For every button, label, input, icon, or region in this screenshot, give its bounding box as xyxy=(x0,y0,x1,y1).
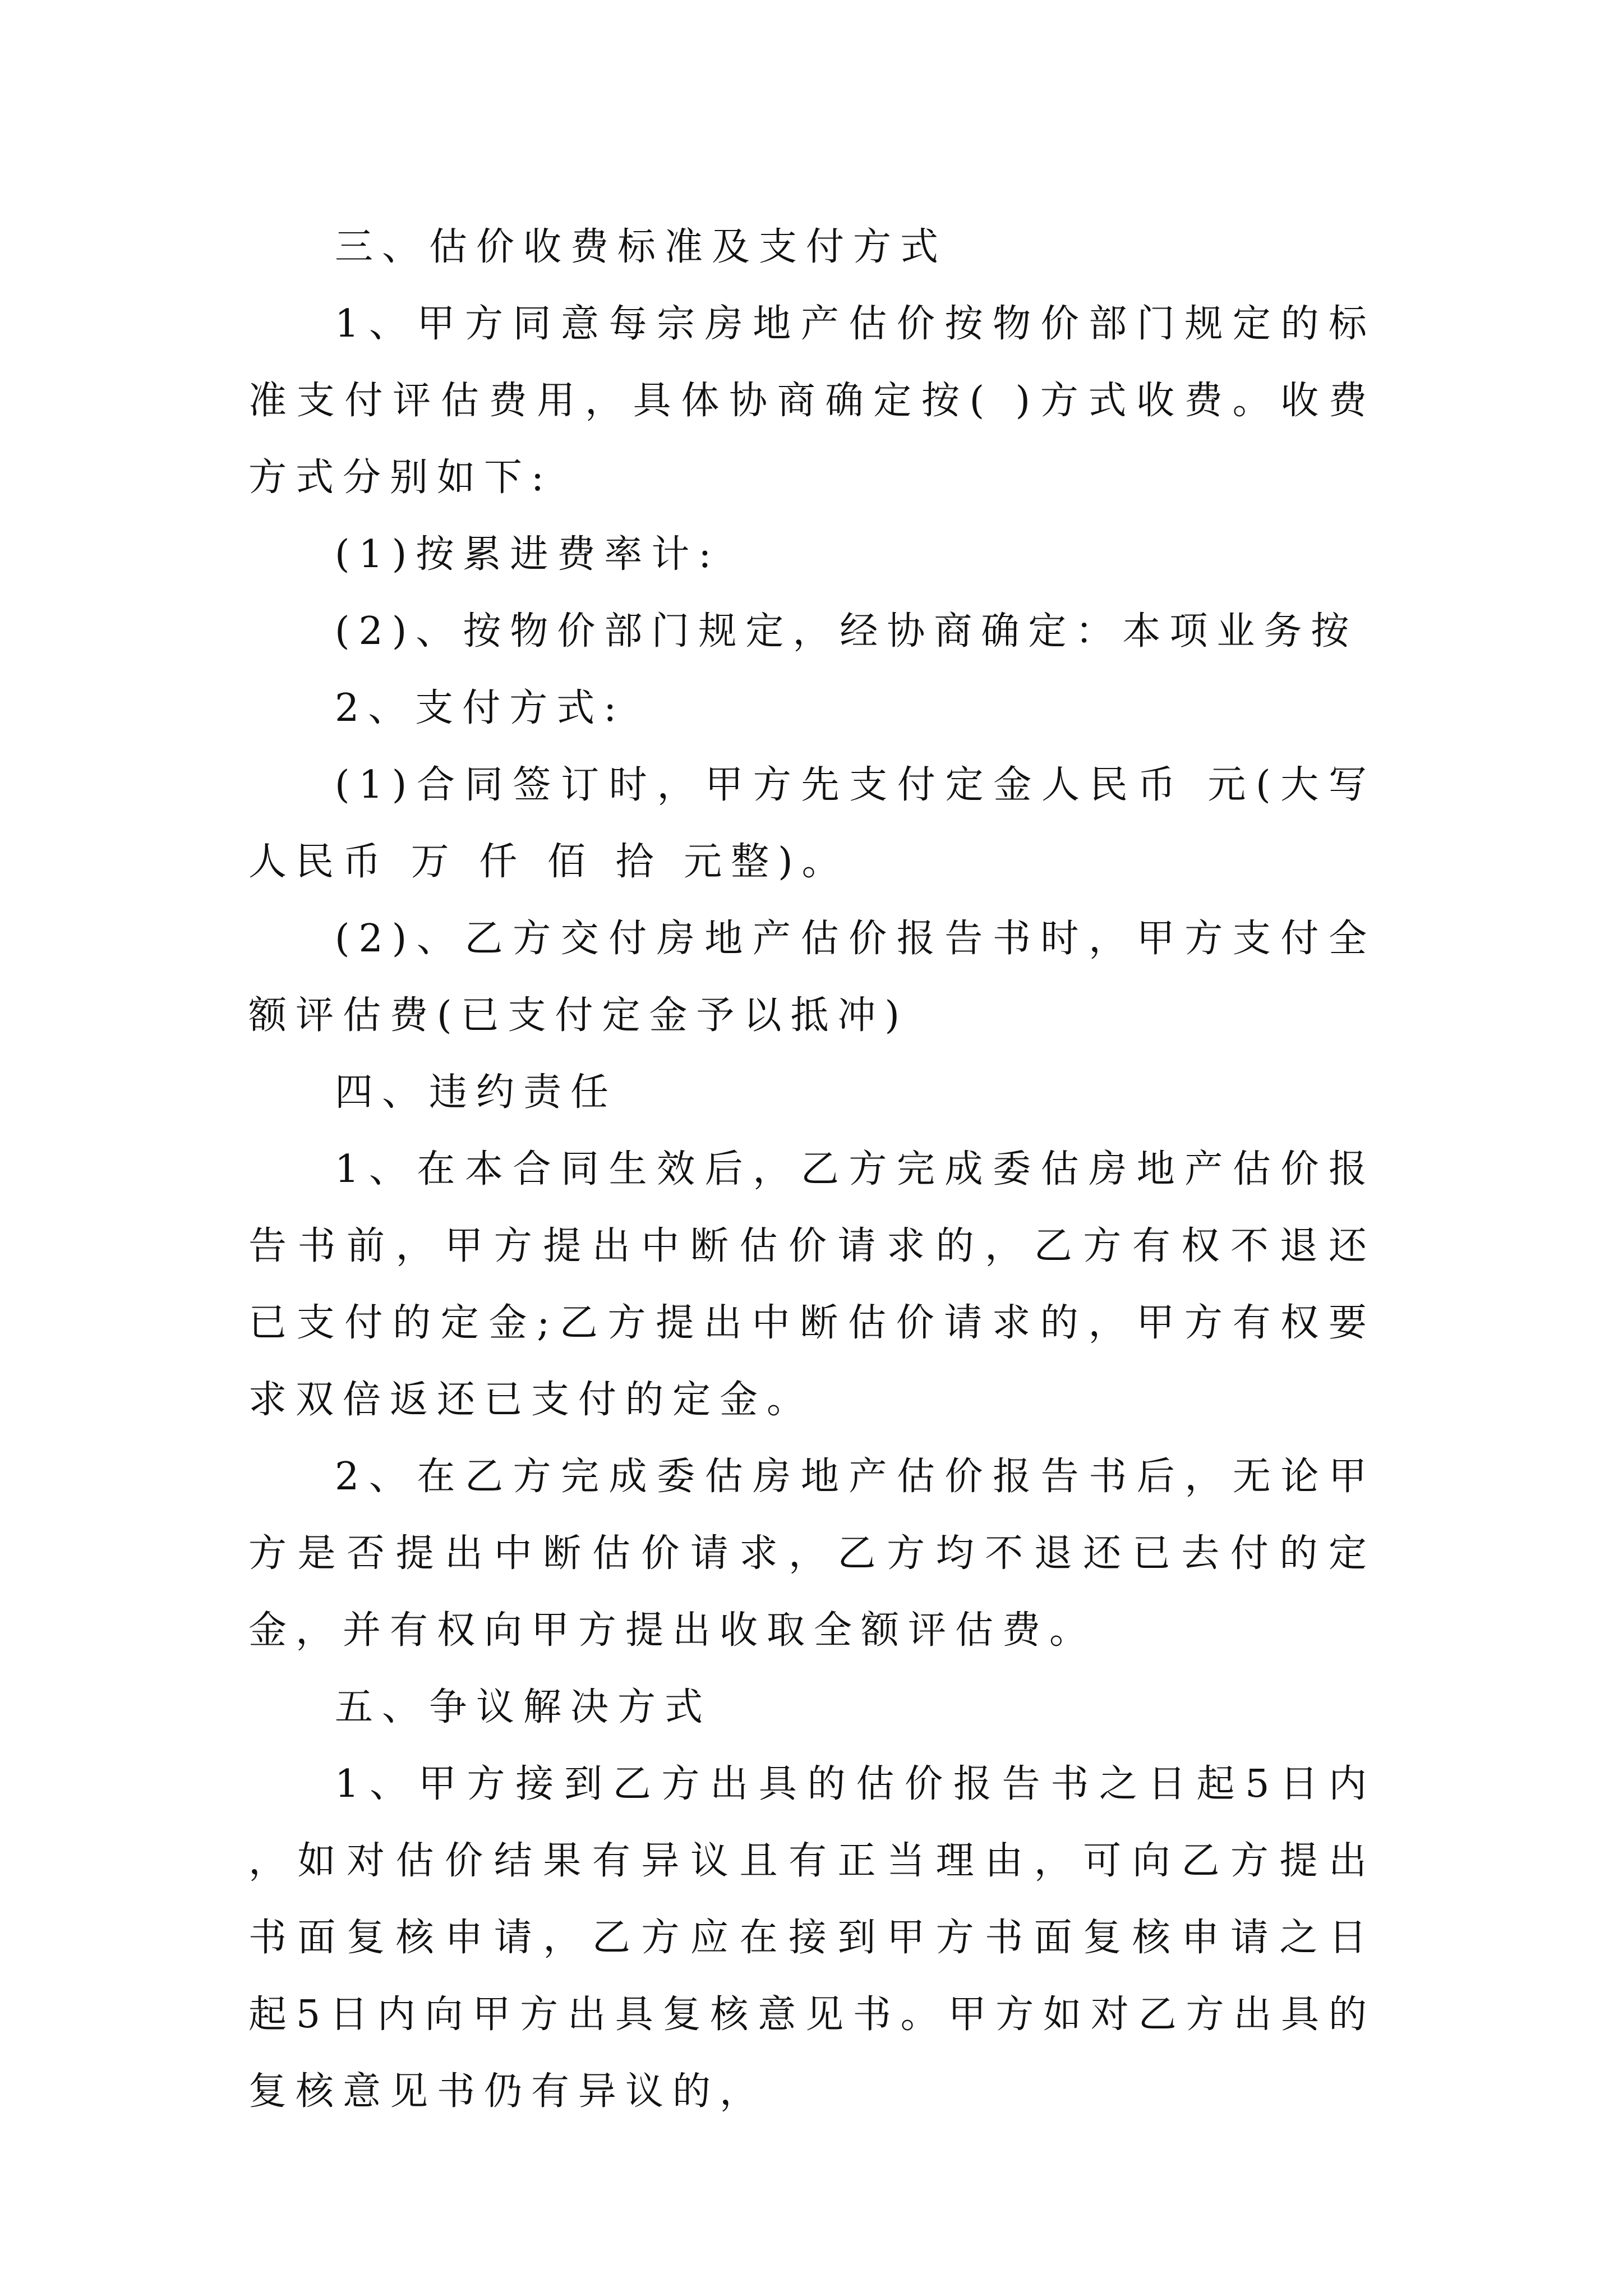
clause-paragraph: 1、在本合同生效后，乙方完成委估房地产估价报告书前，甲方提出中断估价请求的，乙方有权不退还已支付的定金;乙方提出中断估价请求的，甲方有权要求双倍返还已支付的定金。 xyxy=(248,1147,1376,1422)
document-body xyxy=(248,209,1376,2130)
section-heading: 五、争议解决方式 xyxy=(335,1685,712,1729)
clause-paragraph: (2)、乙方交付房地产估价报告书时，甲方支付全额评估费(已支付定金予以抵冲) xyxy=(248,917,1376,1038)
clause-paragraph: 1、甲方同意每宗房地产估价按物价部门规定的标准支付评估费用，具体协商确定按( )方式收费。收费方式分别如下: xyxy=(248,302,1376,500)
clause-paragraph: 2、支付方式: xyxy=(335,686,626,730)
clause-paragraph: 1、甲方接到乙方出具的估价报告书之日起5日内，如对估价结果有异议且有正当理由，可向乙方提出书面复核申请，乙方应在接到甲方书面复核申请之日起5日内向甲方出具复核意见书。甲方如对乙方出具的复核意见书仍有异议的， xyxy=(248,1762,1376,2114)
clause-paragraph: 2、在乙方完成委估房地产估价报告书后，无论甲方是否提出中断估价请求，乙方均不退还已去付的定金，并有权向甲方提出收取全额评估费。 xyxy=(248,1455,1376,1653)
clause-paragraph: (2)、按物价部门规定，经协商确定：本项业务按 xyxy=(335,609,1358,654)
clause-paragraph: (1)按累进费率计: xyxy=(335,532,721,577)
section-heading: 三、估价收费标准及支付方式 xyxy=(335,225,948,269)
clause-paragraph: (1)合同签订时，甲方先支付定金人民币 元(大写人民币 万 仟 佰 拾 元整)。 xyxy=(248,763,1376,884)
section-heading: 四、违约责任 xyxy=(335,1070,618,1115)
